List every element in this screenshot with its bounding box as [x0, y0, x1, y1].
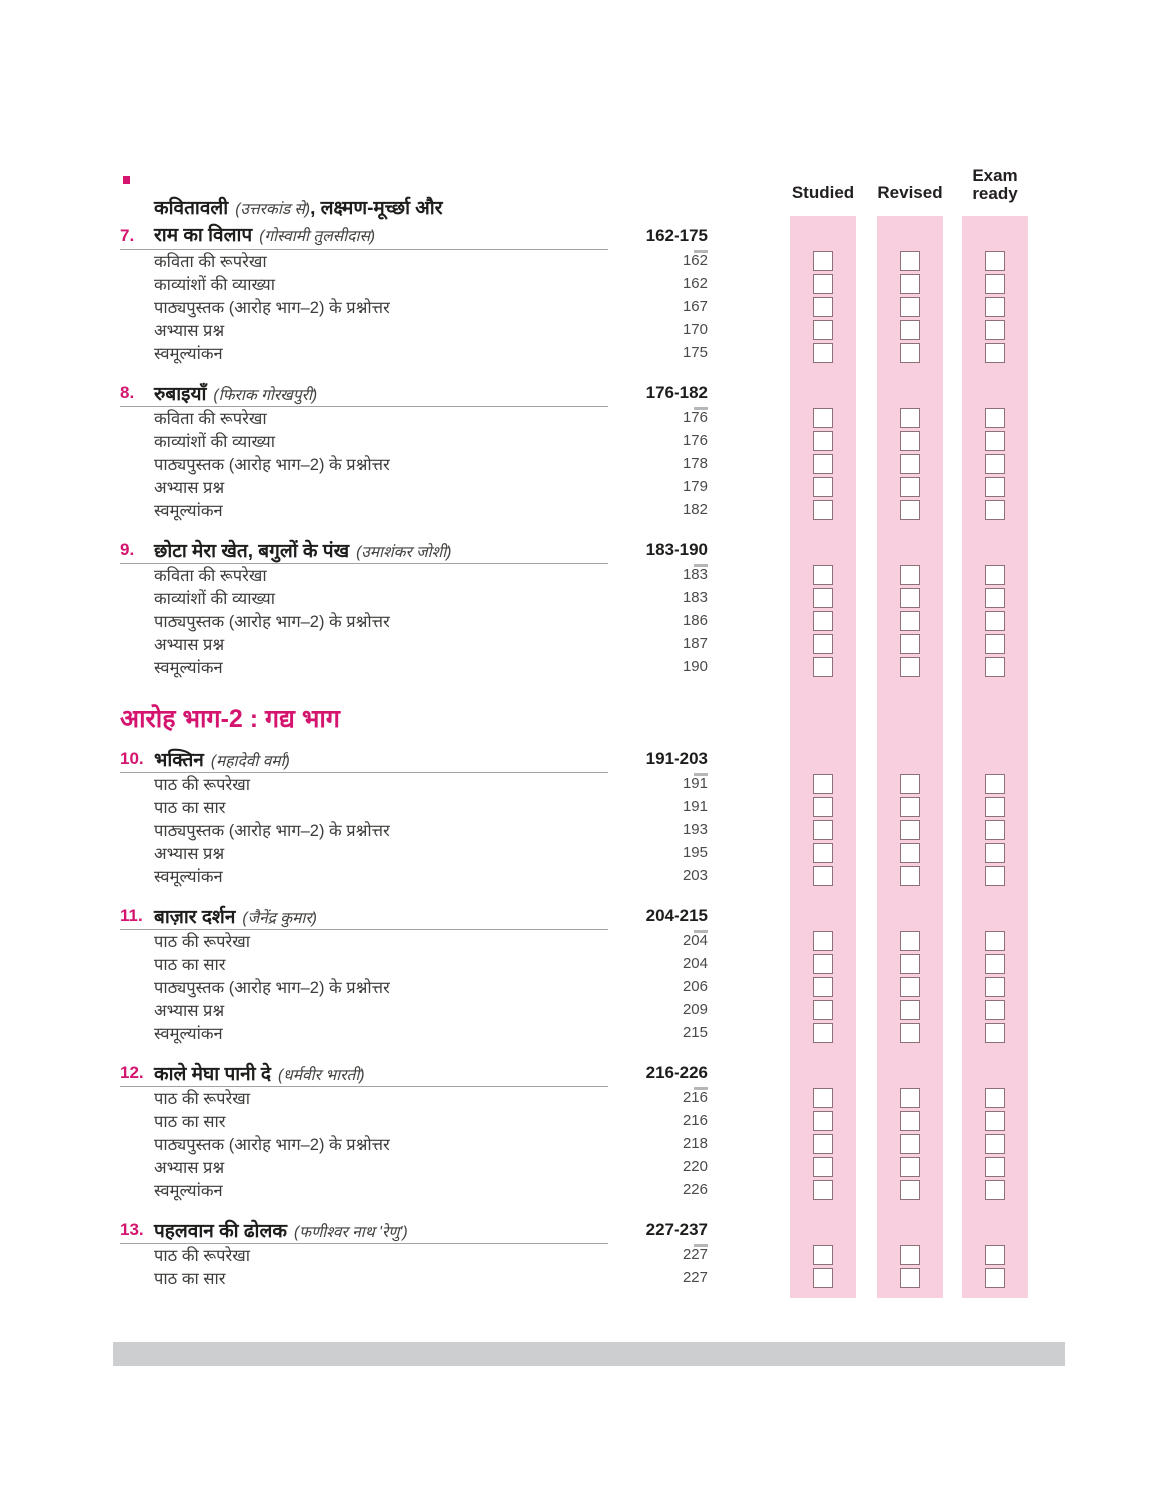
toc-item-row — [120, 818, 1028, 841]
column-header-exam-line1: Exam — [972, 166, 1018, 185]
chapter-number: 11. — [120, 906, 143, 925]
toc-item-label: स्वमूल्यांकन — [154, 345, 223, 363]
checkbox-exam-ready[interactable] — [985, 1111, 1005, 1131]
toc-item-row — [120, 429, 1028, 452]
checkbox-studied[interactable] — [813, 774, 833, 794]
toc-item-page: 204 — [682, 932, 708, 949]
checkbox-studied[interactable] — [813, 843, 833, 863]
toc-item-row — [120, 841, 1028, 864]
toc-item-label: अभ्यास प्रश्न — [154, 845, 225, 863]
checkbox-revised[interactable] — [900, 797, 920, 817]
toc-item-page: 203 — [682, 867, 708, 884]
toc-item-page: 191 — [682, 775, 708, 792]
checkbox-exam-ready[interactable] — [985, 797, 1005, 817]
checkbox-exam-ready[interactable] — [985, 297, 1005, 317]
checkbox-revised[interactable] — [900, 343, 920, 363]
toc-item-page: 226 — [682, 1181, 708, 1198]
checkbox-revised[interactable] — [900, 565, 920, 585]
toc-item-row — [120, 318, 1028, 341]
chapter-author: (महादेवी वर्मा) — [210, 753, 290, 770]
toc-item-row — [120, 1109, 1028, 1132]
checkbox-revised[interactable] — [900, 1134, 920, 1154]
checkbox-revised[interactable] — [900, 866, 920, 886]
toc-item-page: 216 — [682, 1089, 708, 1106]
toc-item-page: 227 — [682, 1269, 708, 1286]
toc-item-label: अभ्यास प्रश्न — [154, 636, 225, 654]
toc-item-row — [120, 655, 1028, 678]
checkbox-exam-ready[interactable] — [985, 1000, 1005, 1020]
chapter-title: कवितावली — [154, 198, 229, 219]
toc-item-page: 179 — [682, 478, 708, 495]
chapter-heading — [120, 195, 1028, 249]
checkbox-revised[interactable] — [900, 431, 920, 451]
chapter-heading — [120, 1215, 1028, 1243]
toc-item-row — [120, 452, 1028, 475]
toc-item-page: 218 — [682, 1135, 708, 1152]
checkbox-exam-ready[interactable] — [985, 774, 1005, 794]
chapter-author: (फणीश्वर नाथ 'रेणु') — [293, 1224, 408, 1241]
toc-item-label: पाठ्यपुस्तक (आरोह भाग–2) के प्रश्नोत्तर — [154, 613, 390, 631]
toc-item-row — [120, 998, 1028, 1021]
toc-item-row — [120, 406, 1028, 429]
checkbox-revised[interactable] — [900, 1000, 920, 1020]
checkbox-exam-ready[interactable] — [985, 1134, 1005, 1154]
checkbox-exam-ready[interactable] — [985, 274, 1005, 294]
toc-item-row — [120, 586, 1028, 609]
checkbox-exam-ready[interactable] — [985, 477, 1005, 497]
chapter-number: 7. — [120, 226, 135, 245]
toc-item-page: 162 — [682, 252, 708, 269]
toc-item-label: स्वमूल्यांकन — [154, 502, 223, 520]
checkbox-exam-ready[interactable] — [985, 1088, 1005, 1108]
toc-item-row — [120, 295, 1028, 318]
checkbox-studied[interactable] — [813, 1157, 833, 1177]
chapter-number: 13. — [120, 1220, 144, 1239]
checkbox-exam-ready[interactable] — [985, 431, 1005, 451]
checkbox-exam-ready[interactable] — [985, 954, 1005, 974]
toc-item-label: काव्यांशों की व्याख्या — [154, 590, 276, 608]
checkbox-studied[interactable] — [813, 820, 833, 840]
chapter-title: भक्तिन — [154, 750, 204, 771]
toc-item-page: 206 — [682, 978, 708, 995]
toc-item-label: पाठ्यपुस्तक (आरोह भाग–2) के प्रश्नोत्तर — [154, 456, 390, 474]
chapter-title: रुबाइयाँ — [154, 384, 207, 405]
toc-item-label: अभ्यास प्रश्न — [154, 1159, 225, 1177]
toc-item-page: 167 — [682, 298, 708, 315]
checkbox-exam-ready[interactable] — [985, 820, 1005, 840]
toc-item-label: स्वमूल्यांकन — [154, 868, 223, 886]
toc-item-row — [120, 1178, 1028, 1201]
toc-item-row — [120, 795, 1028, 818]
toc-item-row — [120, 1243, 1028, 1266]
checkbox-revised[interactable] — [900, 1245, 920, 1265]
checkbox-exam-ready[interactable] — [985, 588, 1005, 608]
chapter-title: राम का विलाप — [154, 225, 253, 246]
checkbox-studied[interactable] — [813, 797, 833, 817]
checkbox-revised[interactable] — [900, 1157, 920, 1177]
toc-item-row — [120, 975, 1028, 998]
toc-item-row — [120, 929, 1028, 952]
chapter-page-range: 227-237 — [645, 1220, 708, 1239]
checkbox-revised[interactable] — [900, 1023, 920, 1043]
checkbox-revised[interactable] — [900, 454, 920, 474]
checkbox-studied[interactable] — [813, 1134, 833, 1154]
toc-item-label: स्वमूल्यांकन — [154, 1182, 223, 1200]
toc-item-label: काव्यांशों की व्याख्या — [154, 433, 276, 451]
checkbox-exam-ready[interactable] — [985, 1268, 1005, 1288]
toc-item-page: 220 — [682, 1158, 708, 1175]
checkbox-studied[interactable] — [813, 657, 833, 677]
toc-item-row — [120, 1021, 1028, 1044]
chapter-heading — [120, 378, 1028, 406]
toc-item-row — [120, 609, 1028, 632]
checkbox-studied[interactable] — [813, 611, 833, 631]
column-header-exam-line2: ready — [972, 184, 1018, 203]
checkbox-exam-ready[interactable] — [985, 454, 1005, 474]
chapter-heading — [120, 744, 1028, 772]
toc-item-row — [120, 563, 1028, 586]
checkbox-studied[interactable] — [813, 500, 833, 520]
toc-item-row — [120, 1132, 1028, 1155]
checkbox-exam-ready[interactable] — [985, 611, 1005, 631]
chapter-page-range: 204-215 — [645, 906, 708, 925]
checkbox-studied[interactable] — [813, 634, 833, 654]
toc-item-page: 204 — [682, 955, 708, 972]
toc-item-label: पाठ्यपुस्तक (आरोह भाग–2) के प्रश्नोत्तर — [154, 979, 390, 997]
chapter-heading — [120, 535, 1028, 563]
checkbox-exam-ready[interactable] — [985, 1180, 1005, 1200]
chapter-page-range: 176-182 — [645, 383, 708, 402]
checkbox-studied[interactable] — [813, 343, 833, 363]
checkbox-exam-ready[interactable] — [985, 1157, 1005, 1177]
checkbox-revised[interactable] — [900, 477, 920, 497]
toc-item-label: कविता की रूपरेखा — [154, 253, 267, 271]
toc-item-label: पाठ का सार — [154, 956, 226, 974]
toc-item-page: 176 — [682, 409, 708, 426]
toc-item-label: अभ्यास प्रश्न — [154, 322, 225, 340]
checkbox-exam-ready[interactable] — [985, 1245, 1005, 1265]
checkbox-revised[interactable] — [900, 931, 920, 951]
checkbox-revised[interactable] — [900, 500, 920, 520]
column-header-studied: Studied — [791, 183, 855, 202]
toc-item-row — [120, 1266, 1028, 1289]
toc-item-label: पाठ की रूपरेखा — [154, 1247, 251, 1265]
toc-item-page: 176 — [682, 432, 708, 449]
checkbox-revised[interactable] — [900, 1111, 920, 1131]
toc-item-label: अभ्यास प्रश्न — [154, 479, 225, 497]
checkbox-revised[interactable] — [900, 297, 920, 317]
toc-item-row — [120, 632, 1028, 655]
section-header: आरोह भाग-2 : गद्य भाग — [120, 705, 340, 733]
checkbox-studied[interactable] — [813, 565, 833, 585]
checkbox-studied[interactable] — [813, 431, 833, 451]
toc-item-label: पाठ का सार — [154, 1113, 226, 1131]
toc-item-page: 215 — [682, 1024, 708, 1041]
toc-item-label: स्वमूल्यांकन — [154, 659, 223, 677]
checkbox-revised[interactable] — [900, 588, 920, 608]
checkbox-studied[interactable] — [813, 1023, 833, 1043]
checkbox-revised[interactable] — [900, 843, 920, 863]
checkbox-exam-ready[interactable] — [985, 251, 1005, 271]
toc-item-label: कविता की रूपरेखा — [154, 567, 267, 585]
checkbox-studied[interactable] — [813, 1111, 833, 1131]
checkbox-studied[interactable] — [813, 588, 833, 608]
checkbox-exam-ready[interactable] — [985, 977, 1005, 997]
checkbox-revised[interactable] — [900, 611, 920, 631]
checkbox-exam-ready[interactable] — [985, 343, 1005, 363]
toc-item-page: 193 — [682, 821, 708, 838]
checkbox-studied[interactable] — [813, 1268, 833, 1288]
checkbox-revised[interactable] — [900, 657, 920, 677]
toc-item-row — [120, 341, 1028, 364]
toc-item-page: 187 — [682, 635, 708, 652]
checkbox-studied[interactable] — [813, 297, 833, 317]
checkbox-revised[interactable] — [900, 954, 920, 974]
column-header-revised: Revised — [877, 183, 943, 202]
chapter-title: बाज़ार दर्शन — [154, 907, 236, 928]
toc-item-label: पाठ की रूपरेखा — [154, 933, 251, 951]
toc-item-label: पाठ का सार — [154, 1270, 226, 1288]
toc-item-row — [120, 1086, 1028, 1109]
checkbox-exam-ready[interactable] — [985, 634, 1005, 654]
checkbox-exam-ready[interactable] — [985, 408, 1005, 428]
toc-item-label: पाठ्यपुस्तक (आरोह भाग–2) के प्रश्नोत्तर — [154, 1136, 390, 1154]
checkbox-studied[interactable] — [813, 408, 833, 428]
checkbox-exam-ready[interactable] — [985, 320, 1005, 340]
toc-item-page: 195 — [682, 844, 708, 861]
checkbox-studied[interactable] — [813, 274, 833, 294]
checkbox-exam-ready[interactable] — [985, 565, 1005, 585]
toc-item-row — [120, 498, 1028, 521]
checkbox-revised[interactable] — [900, 408, 920, 428]
checkbox-exam-ready[interactable] — [985, 1023, 1005, 1043]
chapter-title: काले मेघा पानी दे — [154, 1064, 272, 1085]
toc-item-page: 227 — [682, 1246, 708, 1263]
toc-item-row — [120, 952, 1028, 975]
toc-item-label: पाठ की रूपरेखा — [154, 776, 251, 794]
chapter-number: 10. — [120, 749, 144, 768]
checkbox-studied[interactable] — [813, 977, 833, 997]
checkbox-studied[interactable] — [813, 1180, 833, 1200]
toc-item-page: 191 — [682, 798, 708, 815]
footer-grey-bar — [113, 1342, 1065, 1366]
toc-item-label: पाठ्यपुस्तक (आरोह भाग–2) के प्रश्नोत्तर — [154, 299, 390, 317]
chapter-page-range: 191-203 — [645, 749, 708, 768]
checkbox-revised[interactable] — [900, 1180, 920, 1200]
toc-item-label: पाठ की रूपरेखा — [154, 1090, 251, 1108]
toc-item-row — [120, 475, 1028, 498]
toc-item-label: पाठ का सार — [154, 799, 226, 817]
chapter-title: छोटा मेरा खेत, बगुलों के पंख — [154, 541, 350, 562]
chapter-page-range: 183-190 — [645, 540, 708, 559]
chapter-heading — [120, 901, 1028, 929]
chapter-number: 8. — [120, 383, 135, 402]
chapter-title: पहलवान की ढोलक — [154, 1221, 287, 1242]
checkbox-studied[interactable] — [813, 320, 833, 340]
chapter-author: (उत्तरकांड से) — [235, 201, 311, 218]
toc-item-row — [120, 272, 1028, 295]
toc-item-label: कविता की रूपरेखा — [154, 410, 267, 428]
checkbox-revised[interactable] — [900, 274, 920, 294]
toc-item-row — [120, 249, 1028, 272]
toc-item-page: 216 — [682, 1112, 708, 1129]
toc-item-label: पाठ्यपुस्तक (आरोह भाग–2) के प्रश्नोत्तर — [154, 822, 390, 840]
pink-tick-decoration — [123, 176, 130, 184]
checkbox-exam-ready[interactable] — [985, 866, 1005, 886]
toc-content — [120, 195, 1028, 1289]
chapter-author: (गोस्वामी तुलसीदास) — [259, 228, 376, 245]
checkbox-revised[interactable] — [900, 634, 920, 654]
checkbox-studied[interactable] — [813, 454, 833, 474]
chapter-heading — [120, 1058, 1028, 1086]
toc-item-page: 183 — [682, 589, 708, 606]
chapter-title-cont: , लक्ष्मण-मूर्च्छा और — [310, 198, 443, 219]
toc-item-page: 170 — [682, 321, 708, 338]
checkbox-revised[interactable] — [900, 977, 920, 997]
checkbox-studied[interactable] — [813, 477, 833, 497]
toc-item-row — [120, 864, 1028, 887]
chapter-author: (जैनेंद्र कुमार) — [242, 910, 317, 927]
checkbox-revised[interactable] — [900, 820, 920, 840]
toc-item-label: काव्यांशों की व्याख्या — [154, 276, 276, 294]
checkbox-revised[interactable] — [900, 251, 920, 271]
chapter-author: (धर्मवीर भारती) — [278, 1067, 365, 1084]
chapter-author: (फिराक गोरखपुरी) — [213, 387, 318, 404]
checkbox-studied[interactable] — [813, 1245, 833, 1265]
toc-item-page: 182 — [682, 501, 708, 518]
checkbox-revised[interactable] — [900, 320, 920, 340]
toc-item-page: 190 — [682, 658, 708, 675]
chapter-number: 12. — [120, 1063, 144, 1082]
toc-item-row — [120, 1155, 1028, 1178]
checkbox-studied[interactable] — [813, 251, 833, 271]
checkbox-studied[interactable] — [813, 931, 833, 951]
checkbox-exam-ready[interactable] — [985, 843, 1005, 863]
toc-item-label: स्वमूल्यांकन — [154, 1025, 223, 1043]
toc-item-page: 186 — [682, 612, 708, 629]
chapter-number: 9. — [120, 540, 135, 559]
checkbox-revised[interactable] — [900, 774, 920, 794]
checkbox-studied[interactable] — [813, 1000, 833, 1020]
toc-item-page: 175 — [682, 344, 708, 361]
chapter-author: (उमाशंकर जोशी) — [356, 544, 452, 561]
checkbox-exam-ready[interactable] — [985, 657, 1005, 677]
checkbox-revised[interactable] — [900, 1088, 920, 1108]
checkbox-exam-ready[interactable] — [985, 931, 1005, 951]
checkbox-revised[interactable] — [900, 1268, 920, 1288]
chapter-page-range: 216-226 — [645, 1063, 708, 1082]
checkbox-studied[interactable] — [813, 866, 833, 886]
toc-item-page: 178 — [682, 455, 708, 472]
checkbox-studied[interactable] — [813, 1088, 833, 1108]
toc-item-row — [120, 772, 1028, 795]
toc-item-page: 209 — [682, 1001, 708, 1018]
toc-item-label: अभ्यास प्रश्न — [154, 1002, 225, 1020]
checkbox-studied[interactable] — [813, 954, 833, 974]
chapter-page-range: 162-175 — [645, 226, 708, 245]
checkbox-exam-ready[interactable] — [985, 500, 1005, 520]
toc-item-page: 162 — [682, 275, 708, 292]
toc-item-page: 183 — [682, 566, 708, 583]
